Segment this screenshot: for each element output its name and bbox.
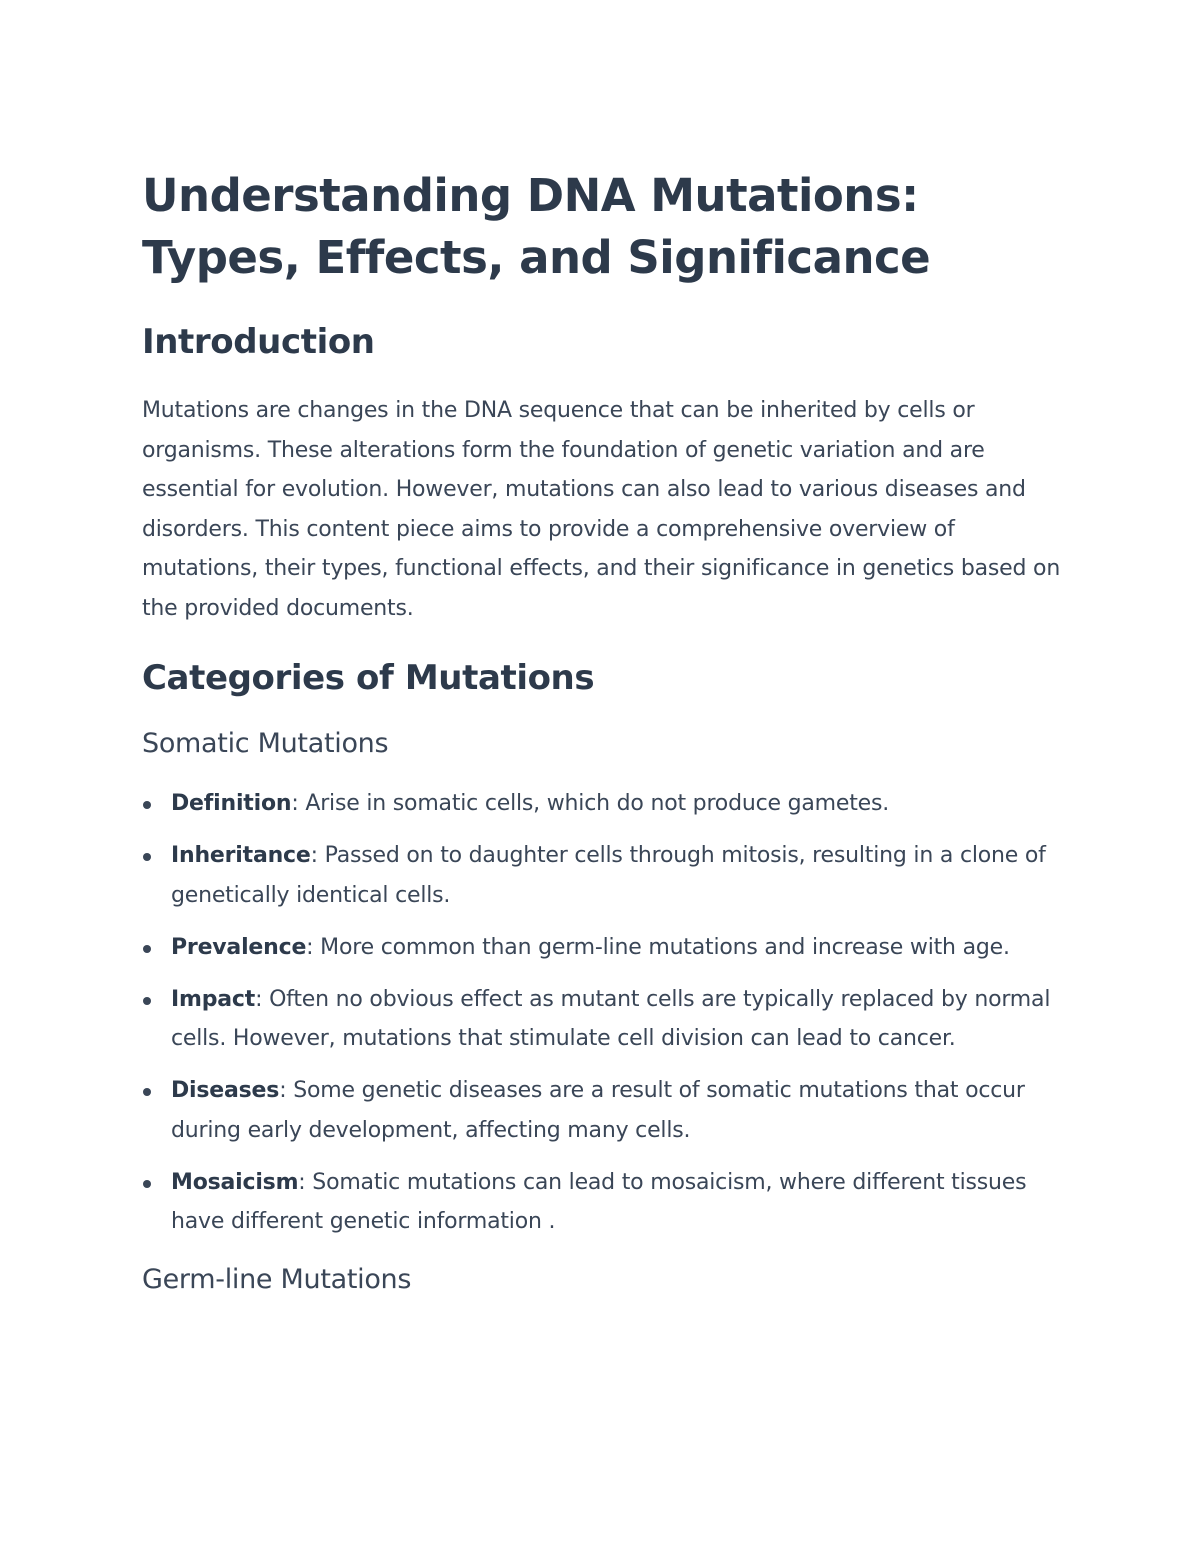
list-item-text: : Passed on to daughter cells through mitosis, resulting in a clone of genetically identical cells.	[171, 843, 1046, 908]
list-item-term: Prevalence	[171, 934, 307, 960]
subsection-heading-somatic: Somatic Mutations	[142, 728, 389, 759]
list-item-term: Inheritance	[171, 843, 311, 868]
bullet-icon	[143, 1088, 151, 1096]
list-item	[142, 1163, 1072, 1242]
list-item-term: Definition	[171, 791, 292, 816]
list-item-text: : Arise in somatic cells, which do not produce gametes.	[291, 791, 890, 816]
document-page	[142, 165, 1072, 1298]
list-item	[142, 836, 1072, 915]
list-item-term: Diseases	[171, 1078, 280, 1103]
list-item	[142, 1071, 1072, 1150]
introduction-paragraph: Mutations are changes in the DNA sequence that can be inherited by cells or organisms. These alterations form the foundation of genetic variation and are essential for evolution. However, mutations can also lead to various diseases and disorders. This content piece aims to provide a comprehensive overview of mutations, their types, functional effects, and their significance in genetics based on the provided documents.	[142, 398, 1061, 621]
list-item-text: : Often no obvious effect as mutant cells are typically replaced by normal cells. However, mutations that stimulate cell division can lead to cancer.	[171, 986, 1051, 1051]
bullet-icon	[143, 997, 151, 1005]
list-item-text: : Some genetic diseases are a result of somatic mutations that occur during early development, affecting many cells.	[171, 1078, 1025, 1143]
list-item-text: : Somatic mutations can lead to mosaicism, where different tissues have different genetic information .	[171, 1169, 1027, 1234]
section-heading-categories: Categories of Mutations	[142, 658, 595, 698]
bullet-icon	[143, 801, 151, 809]
document-title: Understanding DNA Mutations: Types, Effects, and Significance	[142, 169, 931, 284]
list-item	[142, 784, 1072, 824]
bullet-icon	[143, 945, 151, 953]
section-heading-introduction: Introduction	[142, 322, 375, 362]
bullet-icon	[143, 853, 151, 861]
list-item-term: Impact	[171, 986, 256, 1012]
list-item-text: : More common than germ-line mutations and increase with age.	[306, 934, 1010, 960]
subsection-heading-germline: Germ-line Mutations	[142, 1263, 412, 1295]
list-item-term: Mosaicism	[171, 1169, 299, 1195]
bullet-icon	[143, 1180, 151, 1188]
list-item	[142, 980, 1072, 1059]
list-item	[142, 928, 1072, 968]
somatic-mutations-list	[142, 784, 1072, 1242]
